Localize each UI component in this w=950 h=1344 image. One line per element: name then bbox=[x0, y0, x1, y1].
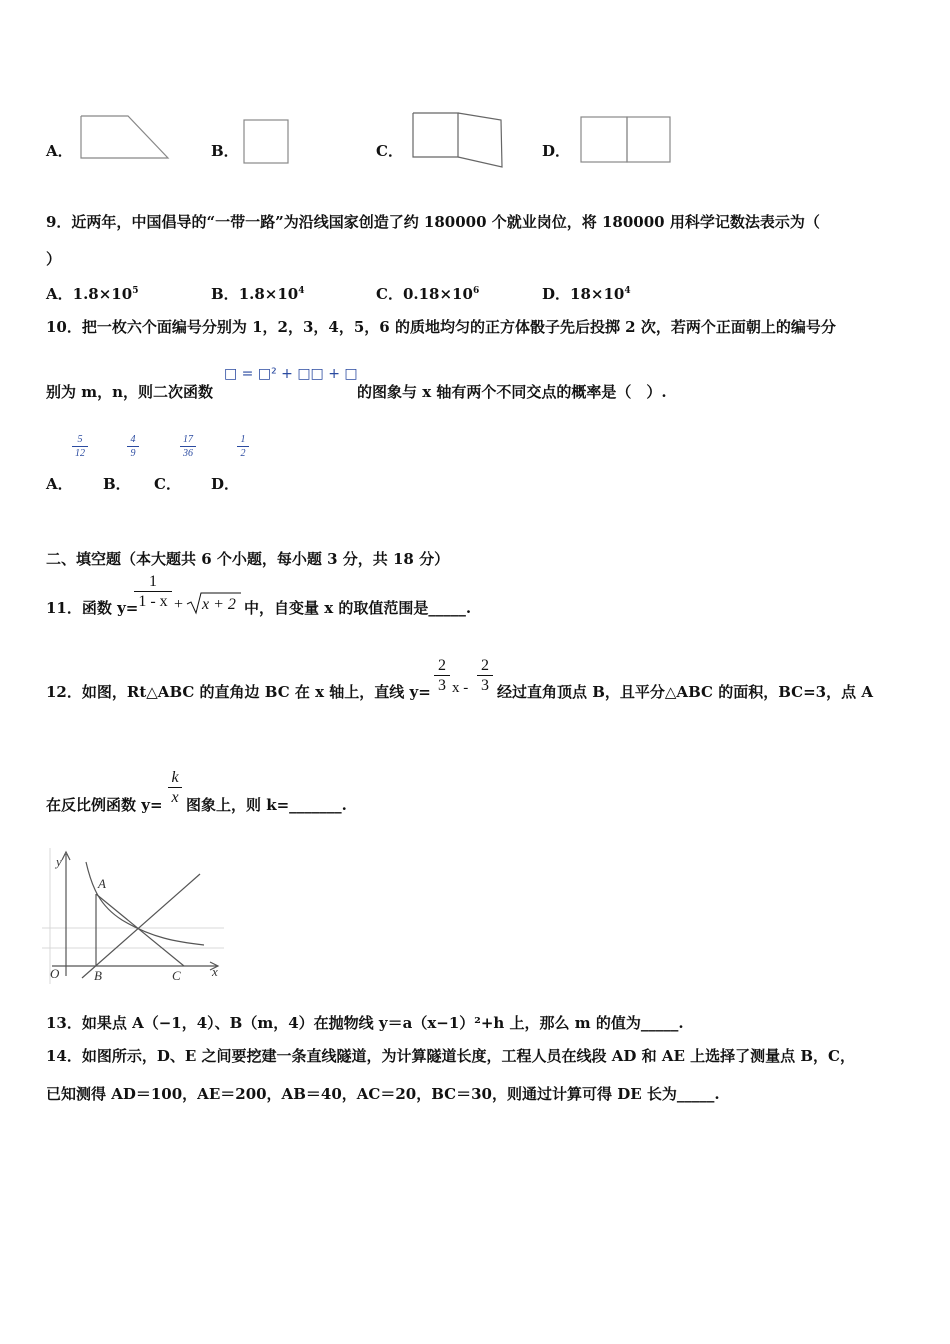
label-y: y bbox=[56, 854, 62, 869]
q11-plus: + bbox=[174, 596, 184, 613]
q14-line2: 已知测得 AD＝100，AE＝200，AB＝40，AC＝20，BC＝30，则通过计算可得 DE 长为_____. bbox=[46, 1085, 720, 1103]
q12-line2-pre: 在反比例函数 y= bbox=[46, 796, 163, 814]
q10-frac-b: 4 9 bbox=[127, 434, 139, 459]
option-c-figure bbox=[410, 110, 506, 170]
q12-pre: 12．如图，Rt△ABC 的直角边 BC 在 x 轴上，直线 y= bbox=[46, 683, 431, 701]
q10-label-c: C． bbox=[154, 475, 181, 493]
q12-mid: x - bbox=[452, 680, 469, 696]
hyperbola-curve bbox=[86, 862, 204, 945]
label-b: B bbox=[94, 968, 102, 983]
q11-fraction: 1 1 - x bbox=[134, 573, 172, 610]
option-a-figure bbox=[78, 112, 173, 162]
option-c-label: C． bbox=[376, 142, 403, 160]
q11-pre: 11．函数 y= bbox=[46, 599, 139, 617]
q9-option-a: A．$1.8\times 10^5$ bbox=[46, 285, 139, 303]
option-b-figure bbox=[240, 116, 292, 166]
option-d-figure bbox=[578, 114, 674, 166]
q9-option-b: B．$1.8\times 10^4$ bbox=[211, 285, 305, 303]
label-c: C bbox=[172, 968, 181, 983]
q10-frac-a: 5 12 bbox=[72, 434, 88, 459]
q10-line2-post: 的图象与 x 轴有两个不同交点的概率是（ ）. bbox=[357, 383, 667, 401]
q11-post: 中，自变量 x 的取值范围是_____. bbox=[244, 599, 472, 617]
q13-text: 13．如果点 A（−1，4）、B（m，4）在抛物线 y＝a（x−1）²+h 上，那么 m 的值为_____. bbox=[46, 1014, 684, 1032]
q10-formula: □ = □² + □□ + □ bbox=[224, 366, 358, 382]
q10-label-a: A． bbox=[46, 475, 73, 493]
q9-text: 9．近两年，中国倡导的“一带一路”为沿线国家创造了约 180000 个就业岗位，将 180000 用科学记数法表示为（ bbox=[46, 213, 820, 231]
q10-line2-pre: 别为 m，n，则二次函数 bbox=[46, 383, 214, 401]
q10-frac-d: 1 2 bbox=[237, 434, 249, 459]
label-a: A bbox=[98, 876, 106, 891]
section-title: 二、填空题（本大题共 6 个小题，每小题 3 分，共 18 分） bbox=[46, 550, 450, 568]
q12-frac1: 2 3 bbox=[434, 657, 450, 694]
q10-frac-c: 17 36 bbox=[180, 434, 196, 459]
graph-grid bbox=[42, 848, 224, 984]
q11-sqrt-arg: x + 2 bbox=[202, 596, 236, 613]
q12-frac2: 2 3 bbox=[477, 657, 493, 694]
label-o: O bbox=[50, 966, 60, 981]
q14-line1: 14．如图所示，D、E 之间要挖建一条直线隧道，为计算隧道长度，工程人员在线段 AD 和 AE 上选择了测量点 B，C， bbox=[46, 1047, 855, 1065]
segment-ac bbox=[96, 894, 184, 966]
q9-option-d: D．$18\times 10^4$ bbox=[542, 285, 631, 303]
q10-line1: 10．把一枚六个面编号分别为 1，2，3，4，5，6 的质地均匀的正方体骰子先后投掷 2 次，若两个正面朝上的编号分 bbox=[46, 318, 836, 336]
q9-close: ） bbox=[46, 250, 62, 268]
q12-graph bbox=[42, 848, 224, 984]
q12-k-frac: k x bbox=[168, 769, 182, 806]
q10-label-b: B． bbox=[103, 475, 131, 493]
q12-line2-post: 图象上，则 k=_______. bbox=[186, 796, 347, 814]
q10-label-d: D． bbox=[211, 475, 240, 493]
option-b-label: B． bbox=[211, 142, 239, 160]
option-a-label: A． bbox=[46, 142, 73, 160]
option-d-label: D． bbox=[542, 142, 571, 160]
q9-option-c: C．$0.18\times 10^6$ bbox=[376, 285, 480, 303]
q12-post: 经过直角顶点 B，且平分△ABC 的面积，BC=3，点 A bbox=[497, 683, 873, 701]
label-x: x bbox=[212, 964, 218, 979]
